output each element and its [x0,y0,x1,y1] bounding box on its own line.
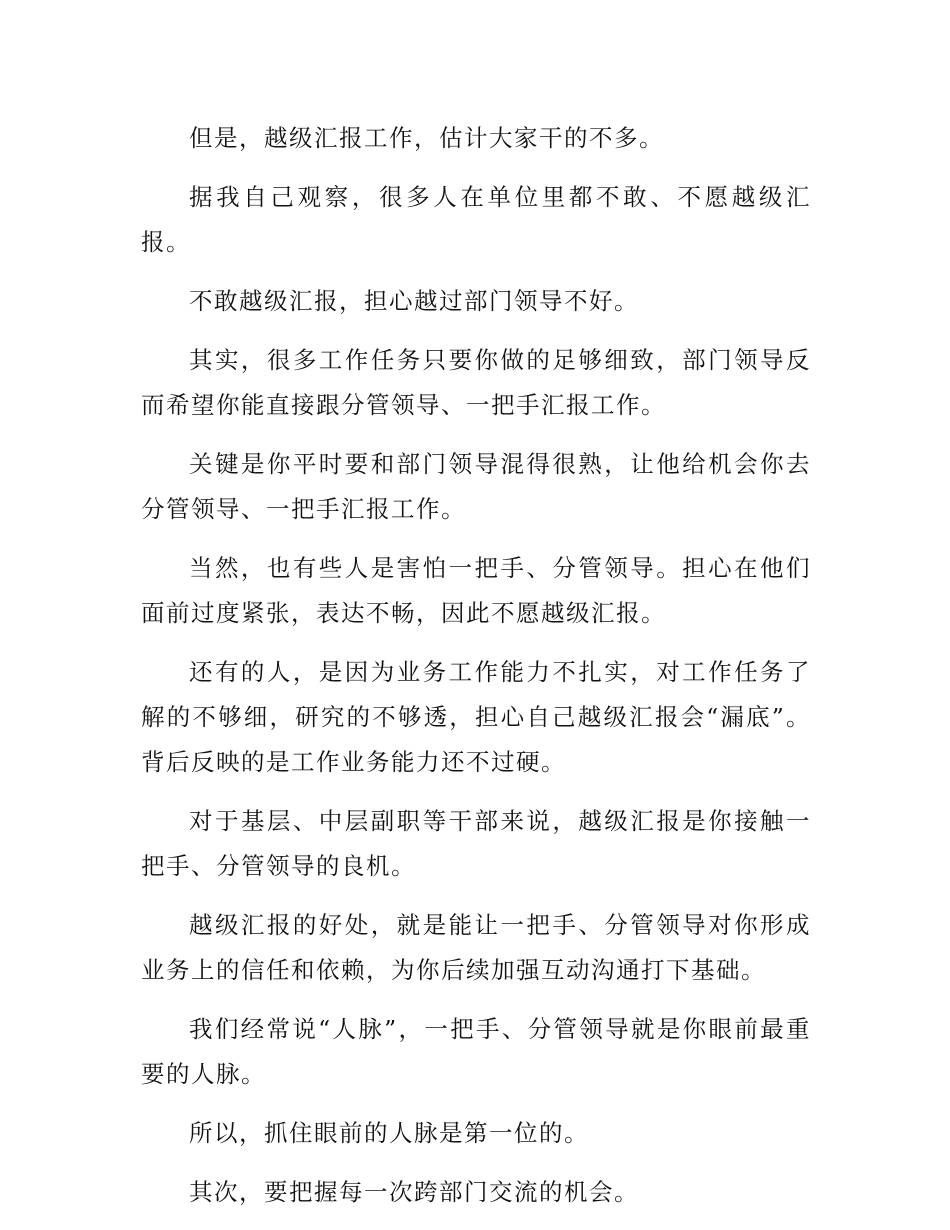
paragraph-3: 不敢越级汇报，担心越过部门领导不好。 [189,287,639,315]
paragraph-7: 还有的人，是因为业务工作能力不扎实，对工作任务了解的不够细，研究的不够透，担心自己越级汇报会“漏底”。背后反映的是工作业务能力还不过硬。 [141,658,811,776]
paragraph-10: 我们经常说“人脉”，一把手、分管领导就是你眼前最重要的人脉。 [141,1015,811,1088]
paragraph-2: 据我自己观察，很多人在单位里都不敢、不愿越级汇报。 [141,183,811,256]
paragraph-8: 对于基层、中层副职等干部来说，越级汇报是你接触一把手、分管领导的良机。 [141,807,811,880]
paragraph-5: 关键是你平时要和部门领导混得很熟，让他给机会你去分管领导、一把手汇报工作。 [141,450,811,523]
paragraph-1: 但是，越级汇报工作，估计大家干的不多。 [189,124,664,152]
paragraph-9: 越级汇报的好处，就是能让一把手、分管领导对你形成业务上的信任和依赖，为你后续加强互动沟通打下基础。 [141,911,811,984]
paragraph-11: 所以，抓住眼前的人脉是第一位的。 [189,1119,589,1147]
paragraph-12: 其次，要把握每一次跨部门交流的机会。 [189,1178,639,1206]
paragraph-6: 当然，也有些人是害怕一把手、分管领导。担心在他们面前过度紧张，表达不畅，因此不愿越级汇报。 [141,554,811,627]
document-body [141,116,811,1229]
paragraph-4: 其实，很多工作任务只要你做的足够细致，部门领导反而希望你能直接跟分管领导、一把手汇报工作。 [141,346,811,419]
